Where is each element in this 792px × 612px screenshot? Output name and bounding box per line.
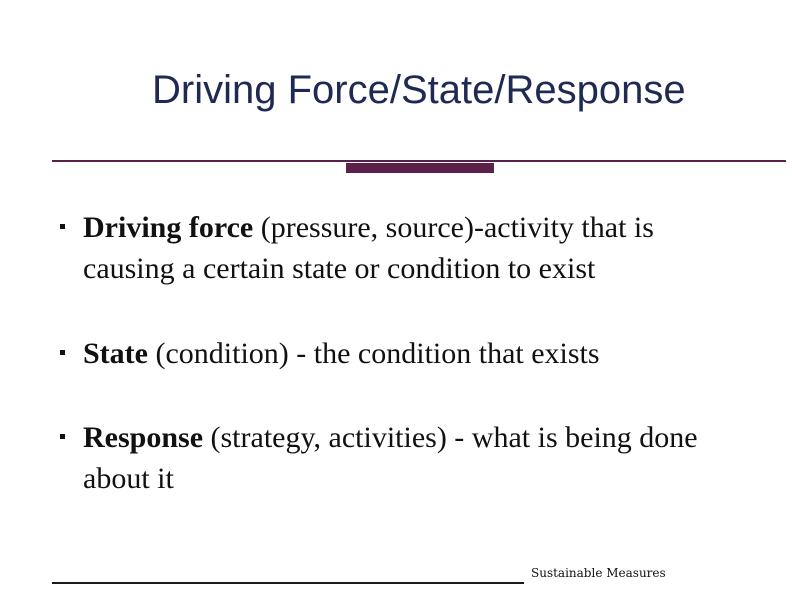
footer-text: Sustainable Measures xyxy=(531,566,666,580)
bullet-square-icon xyxy=(60,224,65,229)
bullet-term: State xyxy=(83,337,148,370)
bullet-text xyxy=(83,417,743,499)
bullet-square-icon xyxy=(60,434,65,439)
bullet-description: (pressure, source)‑activity that is causing a certain state or condition to exist xyxy=(83,211,654,285)
bullet-term: Driving force xyxy=(83,211,254,244)
bullet-term: Response xyxy=(83,421,204,454)
footer-divider xyxy=(52,582,524,584)
bullet-text xyxy=(83,333,743,374)
bullet-description: (condition) - the condition that exists xyxy=(147,337,600,370)
bullet-square-icon xyxy=(60,350,65,355)
slide-title: Driving Force/State/Response xyxy=(152,68,686,112)
bullet-text xyxy=(83,207,743,289)
bullet-description: (strategy, activities) - what is being done about it xyxy=(83,421,698,495)
